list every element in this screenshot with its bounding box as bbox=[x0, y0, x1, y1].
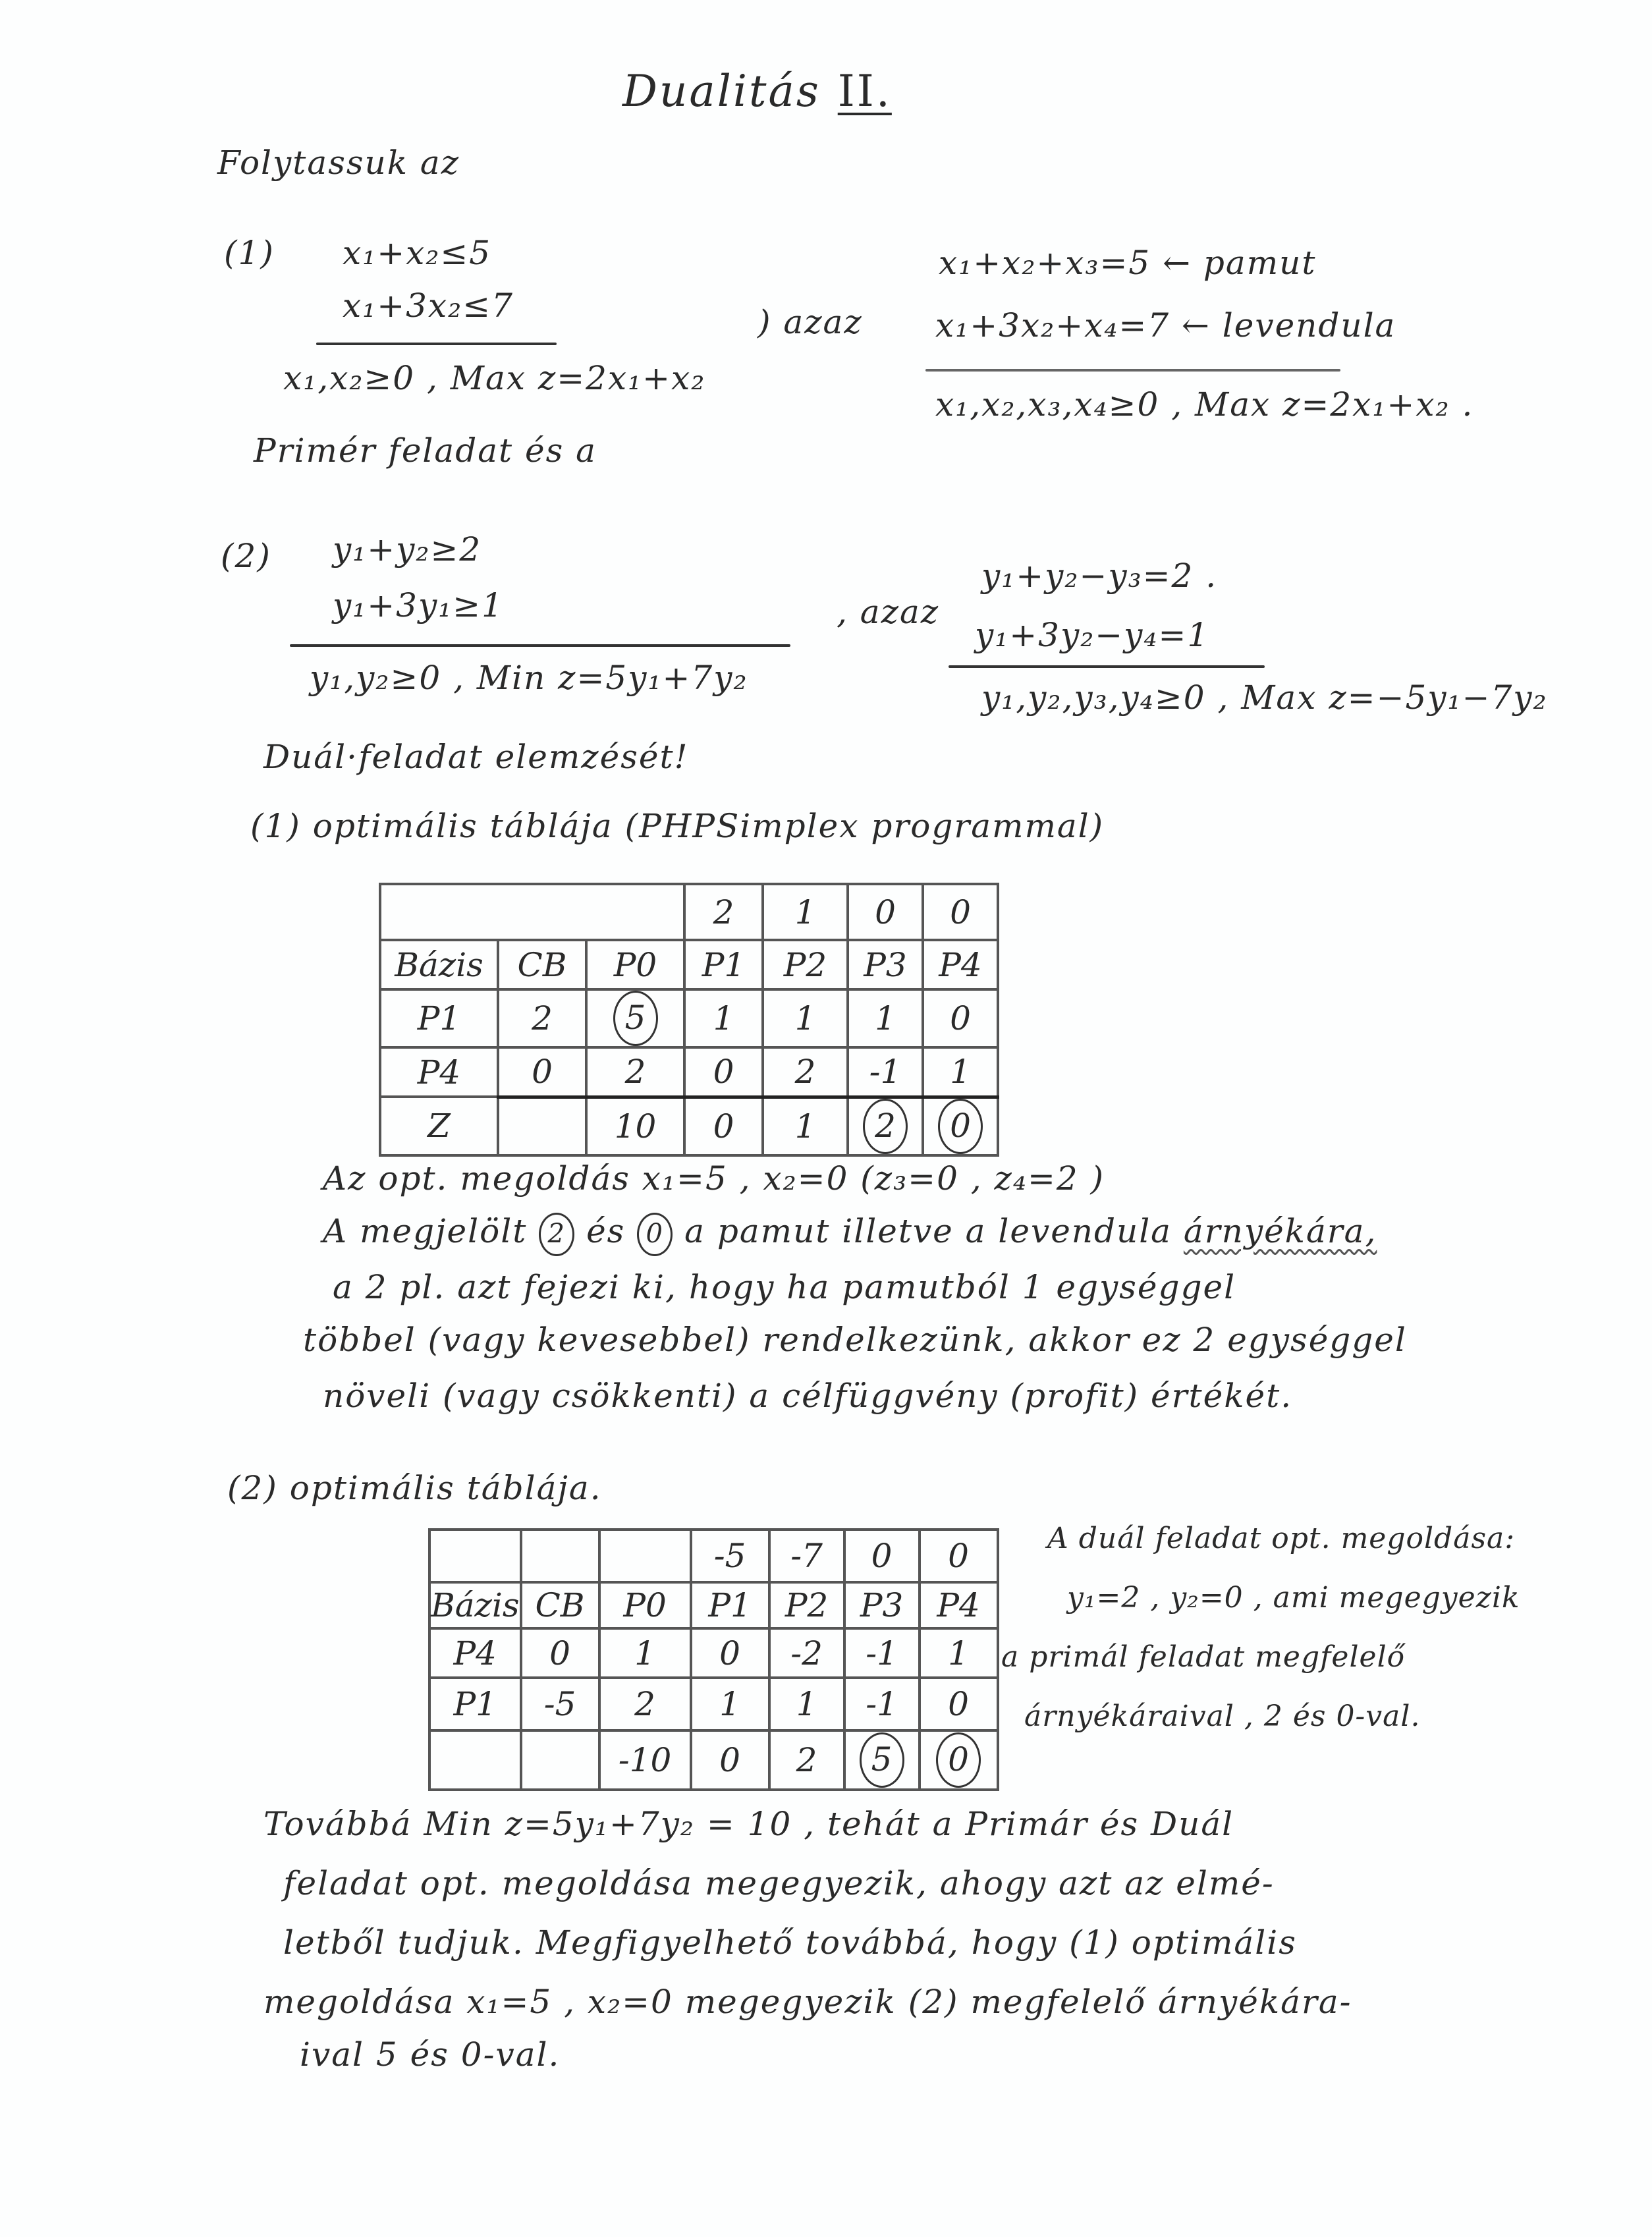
dual-std-divider bbox=[949, 665, 1265, 668]
table1-cost-p1: 2 bbox=[684, 884, 763, 940]
table2-cell bbox=[599, 1530, 691, 1582]
table1-cell: 1 bbox=[923, 1047, 998, 1097]
primal-eq1-text: x₁+x₂+x₃=5 bbox=[939, 244, 1151, 282]
table1-cost-p2: 1 bbox=[763, 884, 848, 940]
explain1-line-5: növeli (vagy csökkenti) a célfüggvény (profit) értékét. bbox=[323, 1377, 1293, 1415]
table2-cell: P4 bbox=[429, 1628, 521, 1678]
table1-header-row bbox=[380, 940, 998, 989]
table2-cost-p2: -7 bbox=[769, 1530, 844, 1582]
explain1-line-1: Az opt. megoldás x₁=5 , x₂=0 (z₃=0 , z₄=2 ) bbox=[323, 1159, 1105, 1198]
table1-cell: 1 bbox=[763, 1097, 848, 1155]
table1-header-p1: P1 bbox=[684, 940, 763, 989]
primal-divider bbox=[316, 343, 557, 345]
table1-cell: 1 bbox=[848, 989, 923, 1047]
table2-header-p3: P3 bbox=[844, 1582, 920, 1628]
table1-cell bbox=[586, 884, 684, 940]
table1-cell-circled bbox=[848, 1097, 923, 1155]
conclusion-line-5: ival 5 és 0-val. bbox=[300, 2035, 561, 2074]
table2-cell: 2 bbox=[599, 1678, 691, 1730]
table1-cell: 2 bbox=[586, 1047, 684, 1097]
table2-cell: P1 bbox=[429, 1678, 521, 1730]
table1-header-basis: Bázis bbox=[380, 940, 498, 989]
table2-header-p0: P0 bbox=[599, 1582, 691, 1628]
table1-header-p0: P0 bbox=[586, 940, 684, 989]
table2-cell bbox=[521, 1730, 599, 1790]
explain1-line2-a: A megjelölt bbox=[323, 1212, 528, 1250]
table1-header-p2: P2 bbox=[763, 940, 848, 989]
table2-header-basis: Bázis bbox=[429, 1582, 521, 1628]
table1-cell: 0 bbox=[684, 1047, 763, 1097]
dual-label: (2) bbox=[221, 537, 271, 575]
primal-std-conditions: x₁,x₂,x₃,x₄≥0 , Max z=2x₁+x₂ . bbox=[935, 385, 1474, 424]
conclusion-line-4: megoldása x₁=5 , x₂=0 megegyezik (2) megfelelő árnyékára- bbox=[263, 1983, 1352, 2021]
table1-cell: 0 bbox=[684, 1097, 763, 1155]
table1-cell: -1 bbox=[848, 1047, 923, 1097]
table1-cost-p4: 0 bbox=[923, 884, 998, 940]
table1-cell-circled bbox=[923, 1097, 998, 1155]
circled-shadow-price-0: 0 bbox=[637, 1213, 673, 1256]
explain1-line-2 bbox=[323, 1212, 1377, 1256]
primal-label: (1) bbox=[224, 234, 275, 272]
table-row bbox=[380, 1047, 998, 1097]
primal-caption: Primér feladat és a bbox=[254, 431, 597, 470]
table2-cell-circled bbox=[844, 1730, 920, 1790]
primal-eq2-text: x₁+3x₂+x₄=7 bbox=[935, 306, 1170, 345]
table1-cell bbox=[498, 1097, 586, 1155]
table2-cell: 1 bbox=[769, 1678, 844, 1730]
table1-cell: 0 bbox=[498, 1047, 586, 1097]
table-row bbox=[429, 1628, 998, 1678]
explain1-line-4: többel (vagy kevesebbel) rendelkezünk, akkor ez 2 egységgel bbox=[303, 1321, 1407, 1359]
table2-header-cb: CB bbox=[521, 1582, 599, 1628]
intro-text: Folytassuk az bbox=[217, 144, 460, 182]
table1-cell: P1 bbox=[380, 989, 498, 1047]
explain1-line2-d: árnyékára, bbox=[1183, 1212, 1377, 1250]
circled-value: 0 bbox=[936, 1732, 981, 1788]
table2-cost-p3: 0 bbox=[844, 1530, 920, 1582]
table2-cost-p1: -5 bbox=[691, 1530, 769, 1582]
table1-header-cb: CB bbox=[498, 940, 586, 989]
conclusion-line-3: letből tudjuk. Megfigyelhető továbbá, hogy (1) optimális bbox=[283, 1923, 1297, 1962]
table2-cell: -2 bbox=[769, 1628, 844, 1678]
primal-azaz: ) azaz bbox=[757, 303, 863, 341]
table2-cell: -1 bbox=[844, 1628, 920, 1678]
table2-cell: -10 bbox=[599, 1730, 691, 1790]
table1-cell bbox=[380, 884, 498, 940]
table2-cell: 0 bbox=[691, 1730, 769, 1790]
circled-shadow-price-2: 2 bbox=[539, 1213, 574, 1256]
table2-header-row bbox=[429, 1582, 998, 1628]
simplex-table-2 bbox=[428, 1528, 999, 1791]
primal-eq2-note: ← levendula bbox=[1181, 306, 1396, 345]
table1-cell: Z bbox=[380, 1097, 498, 1155]
table2-cell: 0 bbox=[521, 1628, 599, 1678]
dual-conditions: y₁,y₂≥0 , Min z=5y₁+7y₂ bbox=[310, 659, 748, 697]
table1-heading: (1) optimális táblája (PHPSimplex programmal) bbox=[250, 807, 1105, 845]
explain1-line2-c: a pamut illetve a levendula bbox=[684, 1212, 1172, 1250]
table2-cell: 1 bbox=[599, 1628, 691, 1678]
table1-cell: P4 bbox=[380, 1047, 498, 1097]
explain2-line-4: árnyékáraival , 2 és 0-val. bbox=[1024, 1699, 1421, 1733]
conclusion-line-2: feladat opt. megoldása megegyezik, ahogy azt az elmé- bbox=[283, 1864, 1275, 1902]
explain2-line-2: y₁=2 , y₂=0 , ami megegyezik bbox=[1067, 1581, 1520, 1615]
table-row bbox=[429, 1678, 998, 1730]
primal-constraint-2: x₁+3x₂≤7 bbox=[343, 287, 514, 325]
conclusion-line-1: Továbbá Min z=5y₁+7y₂ = 10 , tehát a Primár és Duál bbox=[263, 1805, 1234, 1843]
table1-cell: 2 bbox=[498, 989, 586, 1047]
table2-z-row bbox=[429, 1730, 998, 1790]
table2-cell: -1 bbox=[844, 1678, 920, 1730]
table1-z-row bbox=[380, 1097, 998, 1155]
primal-constraint-1: x₁+x₂≤5 bbox=[343, 234, 492, 272]
table2-cell-circled bbox=[920, 1730, 998, 1790]
dual-constraint-1: y₁+y₂≥2 bbox=[333, 530, 482, 568]
title-roman-numeral: II. bbox=[837, 66, 892, 117]
table2-cell: 2 bbox=[769, 1730, 844, 1790]
table2-header-p4: P4 bbox=[920, 1582, 998, 1628]
table-row bbox=[380, 989, 998, 1047]
table1-header-p4: P4 bbox=[923, 940, 998, 989]
table1-cell: 1 bbox=[763, 989, 848, 1047]
table1-cost-row bbox=[380, 884, 998, 940]
table2-cell: -5 bbox=[521, 1678, 599, 1730]
table1-header-p3: P3 bbox=[848, 940, 923, 989]
table2-cell bbox=[429, 1730, 521, 1790]
circled-value: 2 bbox=[863, 1099, 908, 1154]
table1-cell-circled bbox=[586, 989, 684, 1047]
table2-cost-row bbox=[429, 1530, 998, 1582]
circled-value: 5 bbox=[613, 991, 658, 1046]
explain2-line-3: a primál feladat megfelelő bbox=[1001, 1640, 1406, 1674]
circled-value: 0 bbox=[938, 1099, 983, 1154]
primal-conditions: x₁,x₂≥0 , Max z=2x₁+x₂ bbox=[283, 359, 706, 397]
table1-cell: 1 bbox=[684, 989, 763, 1047]
dual-std-eq-1: y₁+y₂−y₃=2 . bbox=[981, 557, 1218, 595]
page-title bbox=[622, 66, 892, 117]
table2-header-p1: P1 bbox=[691, 1582, 769, 1628]
primal-eq1-note: ← pamut bbox=[1163, 244, 1317, 282]
dual-std-eq-2: y₁+3y₂−y₄=1 bbox=[975, 616, 1210, 654]
explain1-line-3: a 2 pl. azt fejezi ki, hogy ha pamutból 1 egységgel bbox=[333, 1268, 1236, 1306]
table1-cell: 0 bbox=[923, 989, 998, 1047]
table2-cell bbox=[429, 1530, 521, 1582]
primal-std-eq-1 bbox=[939, 244, 1316, 282]
explain1-line2-b: és bbox=[586, 1212, 626, 1250]
title-text: Dualitás bbox=[622, 66, 821, 117]
simplex-table-1 bbox=[379, 883, 999, 1157]
table2-header-p2: P2 bbox=[769, 1582, 844, 1628]
table2-cell: 0 bbox=[920, 1678, 998, 1730]
dual-caption: Duál·feladat elemzését! bbox=[263, 738, 689, 776]
table1-cell: 10 bbox=[586, 1097, 684, 1155]
table1-cost-p3: 0 bbox=[848, 884, 923, 940]
table2-cell: 0 bbox=[691, 1628, 769, 1678]
table2-cell: 1 bbox=[691, 1678, 769, 1730]
table2-heading: (2) optimális táblája. bbox=[227, 1469, 602, 1507]
dual-constraint-2: y₁+3y₁≥1 bbox=[333, 586, 504, 624]
table1-cell: 2 bbox=[763, 1047, 848, 1097]
explain2-line-1: A duál feladat opt. megoldása: bbox=[1047, 1522, 1516, 1555]
dual-std-conditions: y₁,y₂,y₃,y₄≥0 , Max z=−5y₁−7y₂ bbox=[981, 678, 1548, 717]
dual-azaz: , azaz bbox=[837, 593, 940, 631]
primal-std-eq-2 bbox=[935, 306, 1396, 345]
circled-value: 5 bbox=[860, 1732, 904, 1788]
table2-cell bbox=[521, 1530, 599, 1582]
table2-cost-p4: 0 bbox=[920, 1530, 998, 1582]
primal-std-divider bbox=[925, 369, 1340, 372]
dual-divider bbox=[290, 644, 790, 647]
table1-cell bbox=[498, 884, 586, 940]
table2-cell: 1 bbox=[920, 1628, 998, 1678]
